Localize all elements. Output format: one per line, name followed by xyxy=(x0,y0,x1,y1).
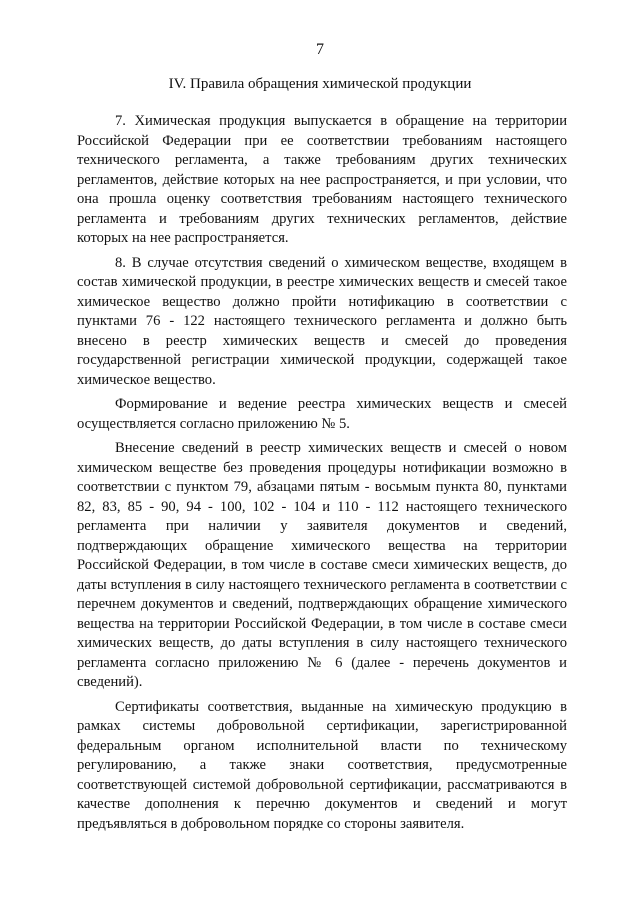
paragraph-7: 7. Химическая продукция выпускается в обращение на территории Российской Федерации при ее соответствии требованиям настоящего технического регламента, а также требованиям других технических регламентов, действие которых на нее распространяется, и при условии, что она прошла оценку соответствия требованиям настоящего технического регламента и требованиям других технических регламентов, действие которых на нее распространяется. xyxy=(77,113,567,246)
page-number: 7 xyxy=(316,41,324,58)
paragraph-registry-entry: Внесение сведений в реестр химических веществ и смесей о новом химическом веществе без проведения процедуры нотификации возможно в соответствии с пунктом 79, абзацами пятым - восьмым пункта 80, пунктами 82, 83, 85 - 90, 94 - 100, 102 - 104 и 110 - 112 настоящего технического регламента при наличии у заявителя документов и сведений, подтверждающих обращение химического вещества на территории Российской Федерации, в том числе в составе смеси химических веществ, до даты вступления в силу настоящего технического регламента в соответствии с перечнем документов и сведений, подтверждающих обращение химического вещества на территории Российской Федерации, в том числе в составе смеси химических веществ, до даты вступления в силу настоящего технического регламента согласно приложению № 6 (далее - перечень документов и сведений). xyxy=(77,440,567,690)
paragraph-certificates: Сертификаты соответствия, выданные на химическую продукцию в рамках системы добровольной сертификации, зарегистрированной федеральным органом исполнительной власти по техническому регулированию, а также знаки соответствия, предусмотренные соответствующей системой добровольной сертификации, рассматриваются в качестве дополнения к перечню документов и сведений и могут предъявляться в добровольном порядке со стороны заявителя. xyxy=(77,698,567,832)
section-title: IV. Правила обращения химической продукции xyxy=(168,76,472,92)
document-body xyxy=(77,112,567,834)
paragraph-registry-formation: Формирование и ведение реестра химических веществ и смесей осуществляется согласно приложению № 5. xyxy=(77,396,567,432)
paragraph-8: 8. В случае отсутствия сведений о химическом веществе, входящем в состав химической продукции, в реестре химических веществ и смесей такое химическое вещество должно пройти нотификацию в соответствии с пунктами 76 - 122 настоящего технического регламента и должно быть внесено в реестр химических веществ и смесей до проведения государственной регистрации химической продукции, содержащей такое химическое вещество. xyxy=(77,254,567,388)
